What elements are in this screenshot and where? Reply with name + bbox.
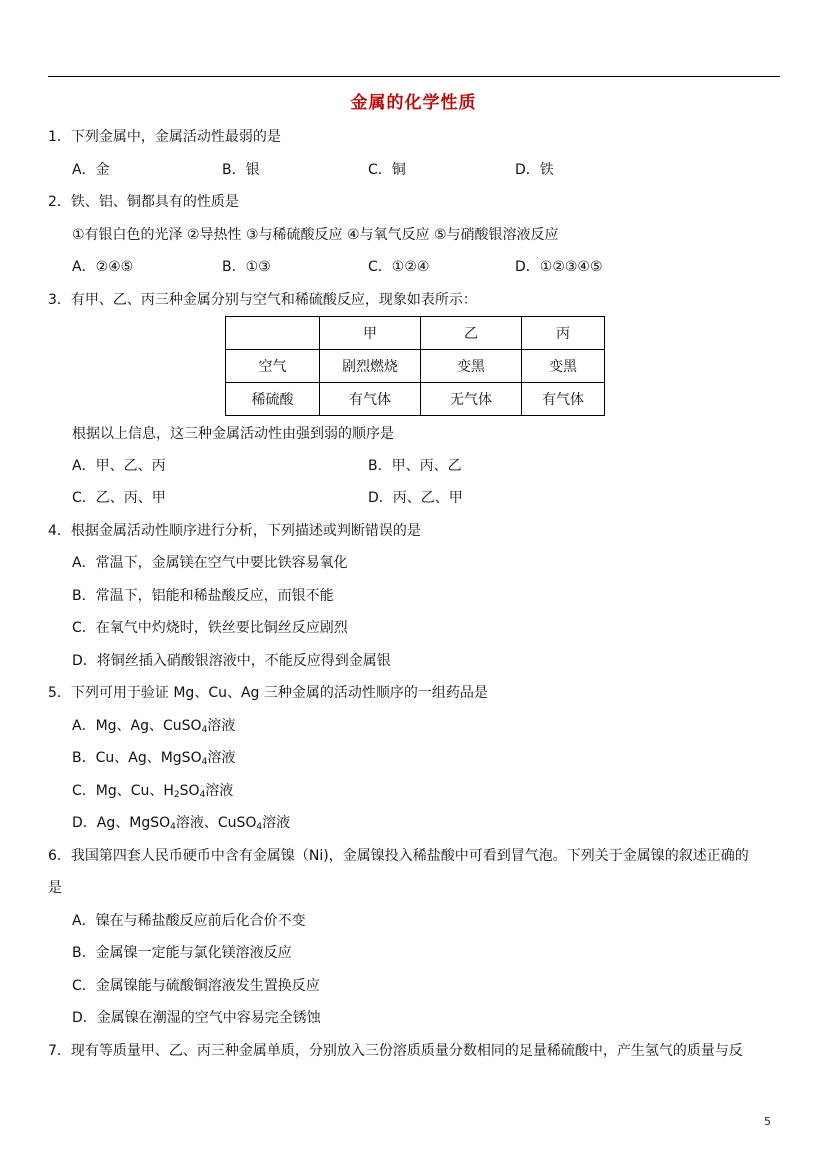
q3-option-c: C．乙、丙、甲 xyxy=(72,490,166,506)
page-title: 金属的化学性质 xyxy=(350,93,477,113)
q2-properties: ①有银白色的光泽 ②导热性 ③与稀硫酸反应 ④与氧气反应 ⑤与硝酸银溶液反应 xyxy=(72,227,559,243)
q3-option-d: D．丙、乙、甲 xyxy=(368,490,463,506)
q4-option-d: D．将铜丝插入硝酸银溶液中，不能反应得到金属银 xyxy=(72,653,391,669)
reaction-table xyxy=(225,316,605,416)
table-cell: 变黑 xyxy=(421,350,522,383)
q5-option-d: D．Ag、MgSO$_4$溶液、CuSO$_4$溶液 xyxy=(72,815,291,832)
q3-option-b: B．甲、丙、乙 xyxy=(368,458,462,474)
table-cell: 有气体 xyxy=(522,383,605,416)
question-2-stem: 2．铁、铝、铜都具有的性质是 xyxy=(48,194,239,210)
question-6-stem: 6．我国第四套人民币硬币中含有金属镍（Ni)，金属镍投入稀盐酸中可看到冒气泡。下列关于金属镍的叙述正确的 xyxy=(48,848,749,864)
q1-option-a: A．金 xyxy=(72,162,110,178)
q2-option-b: B．①③ xyxy=(222,259,271,275)
question-3-stem: 3．有甲、乙、丙三种金属分别与空气和稀硫酸反应，现象如表所示： xyxy=(48,292,477,308)
q6-option-b: B．金属镍一定能与氯化镁溶液反应 xyxy=(72,945,292,961)
table-cell xyxy=(226,317,320,350)
table-cell: 甲 xyxy=(320,317,421,350)
table-cell: 空气 xyxy=(226,350,320,383)
table-cell: 无气体 xyxy=(421,383,522,416)
question-4-stem: 4．根据金属活动性顺序进行分析，下列描述或判断错误的是 xyxy=(48,523,421,539)
page-number: 5 xyxy=(764,1115,771,1128)
q2-option-a: A．②④⑤ xyxy=(72,259,134,275)
question-1-stem: 1．下列金属中，金属活动性最弱的是 xyxy=(48,129,281,145)
question-7-stem: 7．现有等质量甲、乙、丙三种金属单质，分别放入三份溶质质量分数相同的足量稀硫酸中，产生氢气的质量与反 xyxy=(48,1043,743,1059)
table-cell: 有气体 xyxy=(320,383,421,416)
q3-option-a: A．甲、乙、丙 xyxy=(72,458,166,474)
q2-option-c: C．①②④ xyxy=(368,259,430,275)
table-cell: 乙 xyxy=(421,317,522,350)
q5-option-c: C．Mg、Cu、$H_2SO_4$溶液 xyxy=(72,783,234,800)
q2-option-d: D．①②③④⑤ xyxy=(515,259,603,275)
question-6-stem-cont: 是 xyxy=(48,880,62,896)
q6-option-a: A．镍在与稀盐酸反应前后化合价不变 xyxy=(72,913,306,929)
q5-option-b: B．Cu、Ag、MgSO$_4$溶液 xyxy=(72,750,236,767)
q4-option-a: A．常温下，金属镁在空气中要比铁容易氧化 xyxy=(72,555,348,571)
q4-option-c: C．在氧气中灼烧时，铁丝要比铜丝反应剧烈 xyxy=(72,620,348,636)
table-cell: 丙 xyxy=(522,317,605,350)
q5-option-a: A．Mg、Ag、CuSO$_4$溶液 xyxy=(72,718,236,735)
table-row xyxy=(226,350,605,383)
q1-option-c: C．铜 xyxy=(368,162,406,178)
table-header-row xyxy=(226,317,605,350)
q1-option-b: B．银 xyxy=(222,162,260,178)
q6-option-c: C．金属镍能与硫酸铜溶液发生置换反应 xyxy=(72,978,320,994)
table-cell: 剧烈燃烧 xyxy=(320,350,421,383)
q3-followup: 根据以上信息，这三种金属活动性由强到弱的顺序是 xyxy=(72,426,394,442)
header-rule xyxy=(48,76,780,77)
table-cell: 变黑 xyxy=(522,350,605,383)
q1-option-d: D．铁 xyxy=(515,162,554,178)
table-row xyxy=(226,383,605,416)
table-cell: 稀硫酸 xyxy=(226,383,320,416)
question-5-stem: 5．下列可用于验证 Mg、Cu、Ag 三种金属的活动性顺序的一组药品是 xyxy=(48,685,488,701)
q4-option-b: B．常温下，铝能和稀盐酸反应，而银不能 xyxy=(72,588,334,604)
q6-option-d: D．金属镍在潮湿的空气中容易完全锈蚀 xyxy=(72,1010,321,1026)
